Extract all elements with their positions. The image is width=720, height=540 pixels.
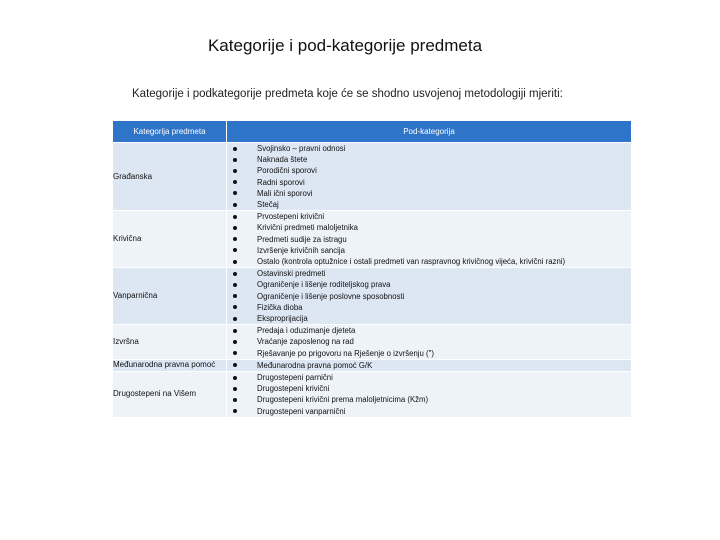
list-item: Ostalo (kontrola optužnice i ostali predmeti van raspravnog krivičnog vijeća, krivični razni) bbox=[227, 256, 631, 267]
list-item: Predmeti sudije za istragu bbox=[227, 234, 631, 245]
subcategory-cell bbox=[227, 268, 632, 325]
table-header-row bbox=[113, 121, 632, 143]
table-row bbox=[113, 325, 632, 360]
bullet-icon bbox=[233, 226, 237, 230]
subcategory-list bbox=[227, 360, 631, 371]
bullet-icon bbox=[233, 272, 237, 276]
table-row bbox=[113, 143, 632, 211]
subcategory-list bbox=[227, 325, 631, 359]
subcategory-list bbox=[227, 268, 631, 324]
list-item: Naknada štete bbox=[227, 154, 631, 165]
list-item: Fizička dioba bbox=[227, 302, 631, 313]
list-item: Porodični sporovi bbox=[227, 165, 631, 176]
subcategory-cell bbox=[227, 143, 632, 211]
list-item: Predaja i oduzimanje djeteta bbox=[227, 325, 631, 336]
subcategory-cell bbox=[227, 359, 632, 371]
bullet-icon bbox=[233, 283, 237, 287]
bullet-icon bbox=[233, 147, 237, 151]
bullet-icon bbox=[233, 376, 237, 380]
list-item: Mali ični sporovi bbox=[227, 188, 631, 199]
table-row bbox=[113, 359, 632, 371]
slide-subtitle: Kategorije i podkategorije predmeta koje će se shodno usvojenoj metodologiji mjeriti: bbox=[132, 88, 563, 100]
bullet-icon bbox=[233, 363, 237, 367]
bullet-icon bbox=[233, 409, 237, 413]
bullet-icon bbox=[233, 398, 237, 402]
bullet-icon bbox=[233, 169, 237, 173]
table-row bbox=[113, 211, 632, 268]
bullet-icon bbox=[233, 180, 237, 184]
list-item: Izvršenje krivičnih sancija bbox=[227, 245, 631, 256]
slide-title: Kategorije i pod-kategorije predmeta bbox=[207, 36, 483, 55]
header-subcategory: Pod-kategorija bbox=[227, 121, 632, 143]
bullet-icon bbox=[233, 260, 237, 264]
list-item: Drugostepeni vanparnični bbox=[227, 406, 631, 417]
category-cell: Međunarodna pravna pomoć bbox=[113, 359, 227, 371]
subcategory-list bbox=[227, 372, 631, 417]
bullet-icon bbox=[233, 203, 237, 207]
bullet-icon bbox=[233, 340, 237, 344]
bullet-icon bbox=[233, 351, 237, 355]
category-cell: Građanska bbox=[113, 143, 227, 211]
table-row bbox=[113, 268, 632, 325]
bullet-icon bbox=[233, 317, 237, 321]
bullet-icon bbox=[233, 237, 237, 241]
subcategory-cell bbox=[227, 211, 632, 268]
list-item: Drugostepeni krivični prema maloljetnicima (Kžm) bbox=[227, 394, 631, 405]
bullet-icon bbox=[233, 305, 237, 309]
bullet-icon bbox=[233, 215, 237, 219]
bullet-icon bbox=[233, 387, 237, 391]
category-cell: Vanparnična bbox=[113, 268, 227, 325]
header-category: Kategorija predmeta bbox=[113, 121, 227, 143]
list-item: Vraćanje zaposlenog na rad bbox=[227, 336, 631, 347]
subcategory-cell bbox=[227, 372, 632, 418]
list-item: Drugostepeni krivični bbox=[227, 383, 631, 394]
subcategory-list bbox=[227, 143, 631, 210]
list-item: Radni sporovi bbox=[227, 177, 631, 188]
bullet-icon bbox=[233, 158, 237, 162]
categories-table bbox=[112, 120, 632, 418]
list-item: Stečaj bbox=[227, 199, 631, 210]
list-item: Eksproprijacija bbox=[227, 313, 631, 324]
list-item: Svojinsko – pravni odnosi bbox=[227, 143, 631, 154]
bullet-icon bbox=[233, 248, 237, 252]
list-item: Krivični predmeti maloljetnika bbox=[227, 222, 631, 233]
list-item: Prvostepeni krivični bbox=[227, 211, 631, 222]
bullet-icon bbox=[233, 329, 237, 333]
list-item: Rješavanje po prigovoru na Rješenje o izvršenju (") bbox=[227, 348, 631, 359]
subcategory-list bbox=[227, 211, 631, 267]
category-cell: Drugostepeni na Višem bbox=[113, 372, 227, 418]
bullet-icon bbox=[233, 191, 237, 195]
list-item: Drugostepeni parnični bbox=[227, 372, 631, 383]
list-item: Međunarodna pravna pomoć G/K bbox=[227, 360, 631, 371]
list-item: Ograničenje i lišenje roditeljskog prava bbox=[227, 279, 631, 290]
bullet-icon bbox=[233, 294, 237, 298]
subcategory-cell bbox=[227, 325, 632, 360]
table-row bbox=[113, 372, 632, 418]
list-item: Ograničenje i lišenje poslovne sposobnosti bbox=[227, 291, 631, 302]
category-cell: Izvršna bbox=[113, 325, 227, 360]
category-cell: Krivična bbox=[113, 211, 227, 268]
list-item: Ostavinski predmeti bbox=[227, 268, 631, 279]
